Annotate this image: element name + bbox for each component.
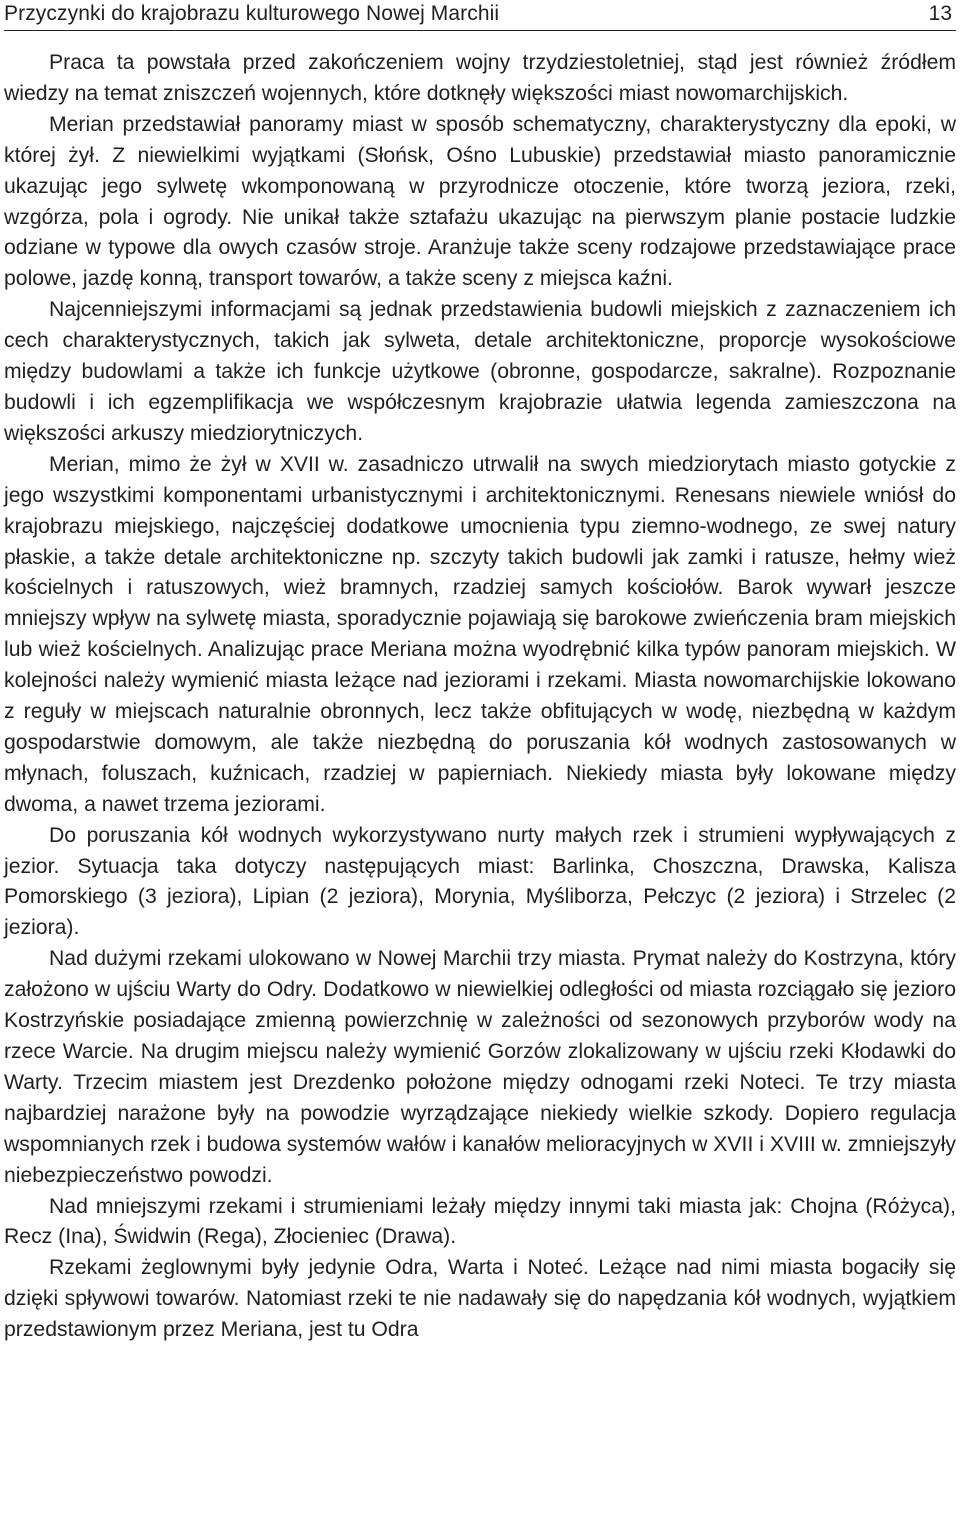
paragraph: Najcenniejszymi informacjami są jednak przedstawienia budowli miejskich z zaznaczeniem ich cech charakterystycznych, takich jak sylweta, detale architektoniczne, proporcje wysokościowe między budowlami a także ich funkcje użytkowe (obronne, gospodarcze, sakralne). Rozpoznanie budowli i ich egzemplifikacja we współczesnym krajobrazie ułatwia legenda zamieszczona na większości arkuszy miedziorytniczych.: [4, 298, 956, 445]
page-number: 13: [928, 2, 952, 25]
paragraph: Merian przedstawiał panoramy miast w sposób schematyczny, charakterystyczny dla epoki, w której żył. Z niewielkimi wyjątkami (Słońsk, Ośno Lubuskie) przedstawiał miasto panoramicznie ukazując jego sylwetę wkomponowaną w przyrodnicze otoczenie, które tworzą jeziora, rzeki, wzgórza, pola i ogrody. Nie unikał także sztafażu ukazując na pierwszym planie postacie ludzkie odziane w typowe dla owych czasów stroje. Aranżuje także sceny rodzajowe przedstawiające prace polowe, jazdę konną, transport towarów, a także sceny z miejsca kaźni.: [4, 112, 956, 291]
paragraph: Do poruszania kół wodnych wykorzystywano nurty małych rzek i strumieni wypływających z jezior. Sytuacja taka dotyczy następujących miast: Barlinka, Choszczna, Drawska, Kalisza Pomorskiego (3 jeziora), Lipian (2 jeziora), Morynia, Myśliborza, Pełczyc (2 jeziora) i Strzelec (2 jeziora).: [4, 823, 956, 940]
paragraph: Nad dużymi rzekami ulokowano w Nowej Marchii trzy miasta. Prymat należy do Kostrzyna, który założono w ujściu Warty do Odry. Dodatkowo w niewielkiej odległości od miasta rozciągało się jezioro Kostrzyńskie posiadające zmienną powierzchnię w zależności od sezonowych przyborów wody na rzece Warcie. Na drugim miejscu należy wymienić Gorzów zlokalizowany w ujściu rzeki Kłodawki do Warty. Trzecim miastem jest Drezdenko położone między odnogami rzeki Noteci. Te trzy miasta najbardziej narażone były na powodzie wyrządzające niekiedy wielkie szkody. Dopiero regulacja wspomnianych rzek i budowa systemów wałów i kanałów melioracyjnych w XVII i XVIII w. zmniejszyły niebezpieczeństwo powodzi.: [4, 947, 956, 1187]
running-title: Przyczynki do krajobrazu kulturowego Nowej Marchii: [4, 2, 500, 25]
paragraph: Nad mniejszymi rzekami i strumieniami leżały między innymi taki miasta jak: Chojna (Różyca), Recz (Ina), Świdwin (Rega), Złocieniec (Drawa).: [4, 1194, 956, 1249]
paragraph: Praca ta powstała przed zakończeniem wojny trzydziestoletniej, stąd jest również źródłem wiedzy na temat zniszczeń wojennych, które dotknęły większości miast nowomarchijskich.: [4, 51, 956, 105]
paragraph: Rzekami żeglownymi były jedynie Odra, Warta i Noteć. Leżące nad nimi miasta bogaciły się dzięki spływowi towarów. Natomiast rzeki te nie nadawały się do napędzania kół wodnych, wyjątkiem przedstawionym przez Meriana, jest tu Odra: [4, 1256, 956, 1342]
paragraph: Merian, mimo że żył w XVII w. zasadniczo utrwalił na swych miedziorytach miasto gotyckie z jego wszystkimi komponentami urbanistycznymi i architektonicznymi. Renesans niewiele wniósł do krajobrazu miejskiego, najczęściej dodatkowe umocnienia typu ziemno-wodnego, ze swej natury płaskie, a także detale architektoniczne np. szczyty takich budowli jak zamki i ratusze, hełmy wież kościelnych i ratuszowych, wież bramnych, rzadziej samych kościołów. Barok wywarł jeszcze mniejszy wpływ na sylwetę miasta, sporadycznie pojawiają się barokowe zwieńczenia bram miejskich lub wież kościelnych. Analizując prace Meriana można wyodrębnić kilka typów panoram miejskich. W kolejności należy wymienić miasta leżące nad jeziorami i rzekami. Miasta nowomarchijskie lokowano z reguły w miejscach naturalnie obronnych, lecz także obfitujących w wodę, niezbędną w każdym gospodarstwie domowym, ale także niezbędną do poruszania kół wodnych zastosowanych w młynach, foluszach, kuźnicach, rzadziej w papierniach. Niekiedy miasta były lokowane między dwoma, a nawet trzema jeziorami.: [4, 452, 956, 816]
body-text: [4, 48, 956, 1346]
running-header: [4, 0, 956, 31]
